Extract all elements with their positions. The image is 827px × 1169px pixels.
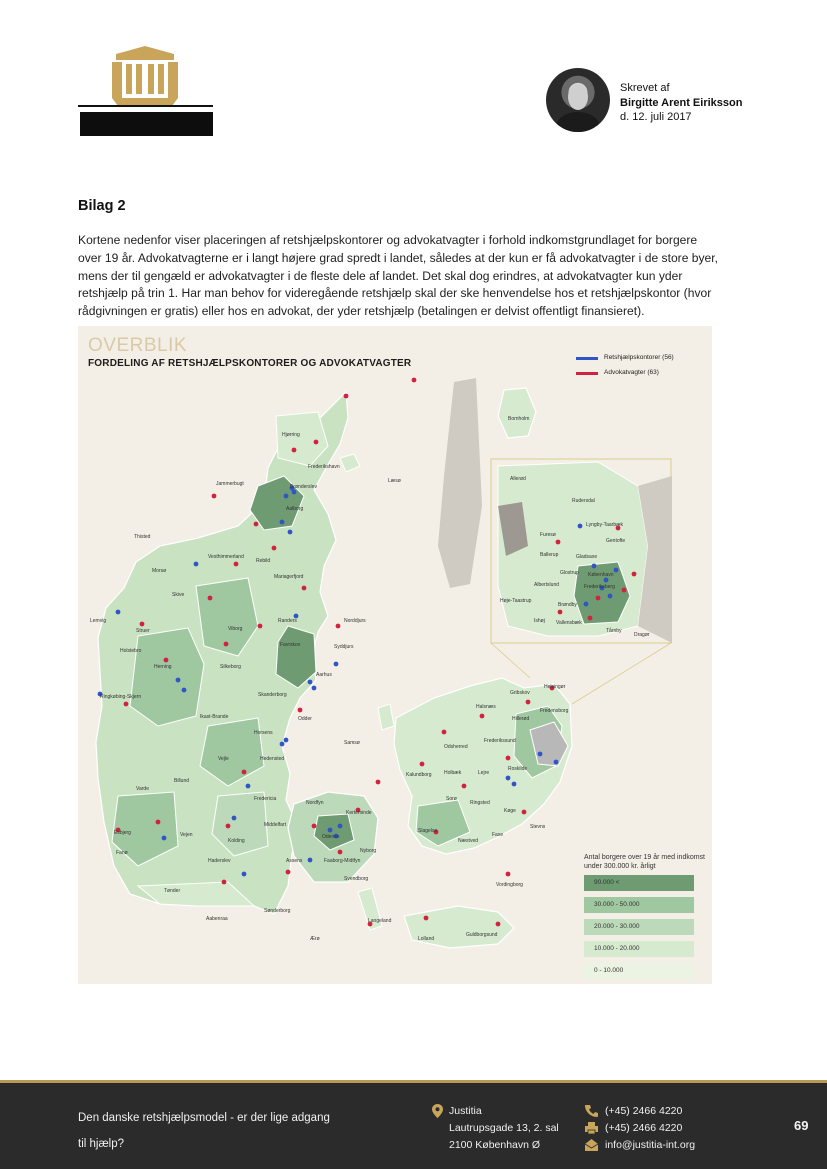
place-label: Frederiksberg: [584, 584, 615, 590]
scale-item: [584, 941, 706, 957]
footer-street: Lautrupsgade 13, 2. sal: [449, 1122, 559, 1134]
place-label: Morsø: [152, 568, 167, 574]
place-label: Gladsaxe: [576, 554, 598, 560]
place-label: Vejle: [218, 756, 229, 762]
place-label: Lolland: [418, 936, 435, 942]
place-label: Vallensbæk: [556, 620, 582, 626]
footer-phone[interactable]: (+45) 2466 4220: [605, 1105, 683, 1117]
place-label: København: [588, 572, 614, 578]
place-label: Tønder: [164, 888, 181, 894]
location-pin-icon: [432, 1104, 443, 1118]
place-label: Jammerbugt: [216, 481, 244, 487]
scale-caption: Antal borgere over 19 år med indkomst under 300.000 kr. årligt: [584, 854, 706, 870]
place-label: Halsnæs: [476, 704, 496, 710]
footer-city: 2100 København Ø: [449, 1139, 541, 1151]
place-label: Mariagerfjord: [274, 574, 304, 580]
author-photo: [546, 68, 610, 132]
figure-legend: [574, 354, 674, 384]
place-label: Vordingborg: [496, 882, 523, 888]
footer-address: [432, 1103, 559, 1154]
section-heading: Bilag 2: [78, 198, 126, 214]
figure-overline: OVERBLIK: [88, 335, 188, 356]
place-label: Hedensted: [260, 756, 285, 762]
place-label: Roskilde: [508, 766, 528, 772]
place-label: Struer: [136, 628, 150, 634]
place-label: Sorø: [446, 796, 457, 802]
place-label: Ærø: [310, 936, 320, 942]
place-label: Fredensborg: [540, 708, 569, 714]
logo-rule: [78, 105, 213, 107]
legend-label: Retshjælpskontorer (56): [604, 354, 674, 361]
place-label: Fanø: [116, 850, 128, 856]
place-label: Nordfyn: [306, 800, 324, 806]
legend-item-retshjaelpskontorer: [574, 354, 674, 369]
place-label: Faaborg-Midtfyn: [324, 858, 361, 864]
legend-label: Advokatvagter (63): [604, 369, 659, 376]
place-label: Favrskov: [280, 642, 301, 648]
paragraph-line: over 19 år. Advokatvagterne er i langt højere grad spredt i landet, således at der kun er få advokatvagter i de store byer,: [78, 250, 718, 265]
place-label: Bornholm: [508, 416, 530, 422]
place-label: Faxe: [492, 832, 504, 838]
place-label: Stevns: [530, 824, 546, 830]
place-label: Frederikssund: [484, 738, 516, 744]
place-label: Allerød: [510, 476, 526, 482]
justitia-building-logo-icon: [112, 46, 178, 110]
place-label: Assens: [286, 858, 303, 864]
place-label: Kerteminde: [346, 810, 372, 816]
place-label: Hjørring: [282, 432, 300, 438]
author-block: [546, 68, 786, 134]
place-label: Kalundborg: [406, 772, 432, 778]
place-label: Læsø: [388, 478, 401, 484]
place-label: Glostrup: [560, 570, 579, 576]
place-label: Gentofte: [606, 538, 626, 544]
scale-item: [584, 897, 706, 913]
footer-org: Justitia: [449, 1105, 482, 1117]
email-icon: [585, 1139, 598, 1151]
place-label: Svendborg: [344, 876, 369, 882]
scale-label: 0 - 10.000: [594, 967, 624, 974]
phone-icon: [585, 1105, 598, 1117]
place-label: Herning: [154, 664, 172, 670]
place-label: Odense: [322, 834, 340, 840]
place-label: Langeland: [368, 918, 392, 924]
scale-label: 10.000 - 20.000: [594, 945, 640, 952]
place-label: Horsens: [254, 730, 273, 736]
scale-label: 20.000 - 30.000: [594, 923, 640, 930]
page-number: 69: [794, 1118, 809, 1133]
place-label: Kolding: [228, 838, 245, 844]
place-label: Norddjurs: [344, 618, 366, 624]
place-label: Ikast-Brande: [200, 714, 229, 720]
place-label: Lyngby-Taarbæk: [586, 522, 624, 528]
place-label: Lemvig: [90, 618, 107, 624]
place-label: Hillerød: [512, 716, 530, 722]
scale-label: 30.000 - 50.000: [594, 901, 640, 908]
place-label: Thisted: [134, 534, 151, 540]
place-label: Køge: [504, 808, 516, 814]
place-label: Frederikshavn: [308, 464, 340, 470]
place-label: Varde: [136, 786, 149, 792]
place-label: Ballerup: [540, 552, 559, 558]
section-paragraph: [78, 232, 768, 321]
place-label: Helsingør: [544, 684, 566, 690]
place-label: Furesø: [540, 532, 556, 538]
scale-item: [584, 963, 706, 979]
paragraph-line: Kortene nedenfor viser placeringen af retshjælpskontorer og advokatvagter i forhold indkomstgrundlaget for borgere: [78, 233, 698, 247]
place-label: Aalborg: [286, 506, 304, 512]
place-label: Ringsted: [470, 800, 490, 806]
footer-email[interactable]: info@justitia-int.org: [605, 1139, 696, 1151]
footer-accent-line: [0, 1080, 827, 1083]
author-name: Birgitte Arent Eiriksson: [620, 96, 743, 109]
place-label: Samsø: [344, 740, 360, 746]
footer-fax-row: [585, 1120, 695, 1137]
place-label: Lejre: [478, 770, 490, 776]
place-label: Fredericia: [254, 796, 277, 802]
place-label: Vejen: [180, 832, 193, 838]
place-label: Næstved: [458, 838, 479, 844]
place-label: Albertslund: [534, 582, 560, 588]
place-label: Rebild: [256, 558, 271, 564]
income-scale-legend: [584, 853, 706, 984]
place-label: Guldborgsund: [466, 932, 498, 938]
paragraph-line: retshjælp på trin 1. Har man behov for videregående retshjælp skal der ske henvendelse hos et retshjælpskontor (hvor: [78, 286, 712, 301]
scale-item: [584, 875, 706, 891]
scale-item: [584, 919, 706, 935]
place-label: Esbjerg: [114, 830, 131, 836]
fax-icon: [585, 1122, 598, 1134]
place-label: Skanderborg: [258, 692, 287, 698]
page-footer: [0, 1080, 827, 1169]
place-label: Billund: [174, 778, 190, 784]
legend-item-advokatvagter: [574, 369, 674, 384]
place-label: Vesthimmerland: [208, 554, 244, 560]
place-label: Nyborg: [360, 848, 377, 854]
place-label: Holbæk: [444, 770, 462, 776]
author-date: d. 12. juli 2017: [620, 111, 692, 123]
place-label: Sønderborg: [264, 908, 291, 914]
place-label: Brønderslev: [290, 484, 317, 490]
scale-label: 90.000 <: [594, 879, 620, 886]
paragraph-line: rådgivningen er gratis) eller hos en advokat, der yder retshjælp (betalingen er delvist offentligt finansieret).: [78, 304, 645, 319]
paragraph-line: mens der til gengæld er advokatvagter i de fleste dele af landet. Det skal dog erindres, at advokatvagter kun yder: [78, 268, 683, 283]
place-label: Skive: [172, 592, 185, 598]
place-label: Ringkøbing-Skjern: [100, 694, 142, 700]
justitia-logo: [78, 44, 213, 138]
logo-wordmark-block: [80, 112, 213, 136]
place-label: Gribskov: [510, 690, 530, 696]
place-label: Slagelse: [418, 828, 438, 834]
footer-fax: (+45) 2466 4220: [605, 1122, 683, 1134]
footer-phone-row: [585, 1103, 695, 1120]
place-label: Odder: [298, 716, 312, 722]
place-label: Aarhus: [316, 672, 332, 678]
place-label: Tårnby: [606, 628, 622, 634]
author-label: Skrevet af: [620, 82, 670, 94]
place-label: Høje-Taastrup: [500, 598, 532, 604]
place-label: Aabenraa: [206, 916, 228, 922]
map-figure: [78, 326, 712, 984]
place-label: Ishøj: [534, 618, 545, 624]
place-label: Odsherred: [444, 744, 468, 750]
footer-email-row: [585, 1137, 695, 1154]
place-label: Rudersdal: [572, 498, 595, 504]
footer-contact: [585, 1103, 695, 1154]
figure-title: FORDELING AF RETSHJÆLPSKONTORER OG ADVOKATVAGTER: [88, 358, 412, 369]
footer-document-title: Den danske retshjælpsmodel - er der lige adgang til hjælp?: [78, 1112, 330, 1150]
place-label: Holstebro: [120, 648, 142, 654]
place-label: Randers: [278, 618, 297, 624]
place-label: Brøndby: [558, 602, 577, 608]
place-label: Viborg: [228, 626, 243, 632]
place-label: Silkeborg: [220, 664, 241, 670]
place-label: Dragør: [634, 632, 650, 638]
place-label: Haderslev: [208, 858, 231, 864]
place-label: Middelfart: [264, 822, 286, 828]
place-label: Syddjurs: [334, 644, 354, 650]
